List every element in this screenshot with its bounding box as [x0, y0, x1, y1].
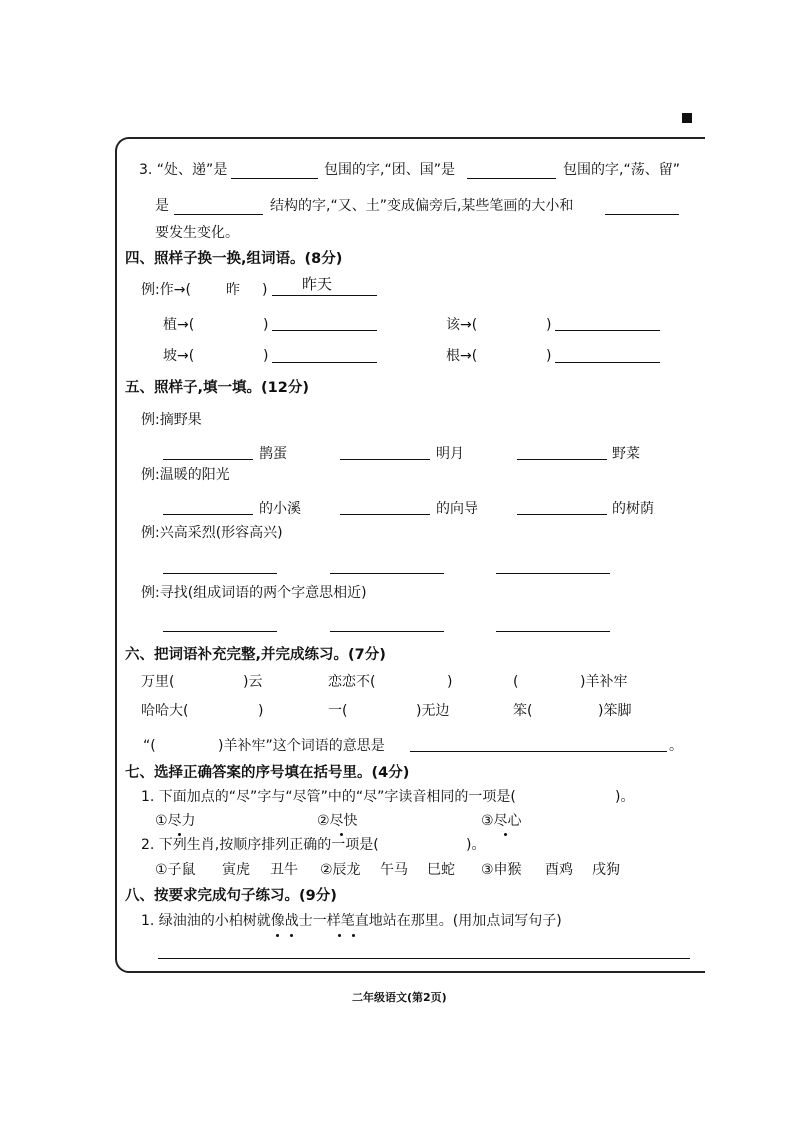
emphasis-dot [352, 934, 355, 937]
s7-q1-end: )。 [615, 789, 635, 805]
q3-text-1a: 3. “处、递”是 [139, 162, 228, 178]
s4-blank-gai[interactable] [555, 330, 660, 331]
s5-blank-6[interactable] [517, 514, 607, 515]
s7-q2-opt-1b: 寅虎 [222, 862, 250, 878]
q3-blank-3[interactable] [174, 214, 263, 215]
s5-word-5: 的向导 [436, 501, 478, 517]
s7-q1: 1. 下面加点的“尽”字与“尽管”中的“尽”字读音相同的一项是( [141, 789, 516, 805]
s5-word-1: 鹊蛋 [259, 446, 287, 462]
s7-q1-opt-1: ①尽力 [155, 813, 196, 829]
s6-r1-b: )云 [243, 674, 263, 690]
s4-example-line [272, 295, 377, 296]
emphasis-dot [290, 934, 293, 937]
s6-r1-e: ( [513, 674, 519, 690]
s6-question-b: )羊补牢”这个词语的意思是 [218, 738, 385, 754]
s5-blank-5[interactable] [340, 514, 430, 515]
s4-item-gai: 该→( [446, 317, 478, 333]
s5-blank-8[interactable] [330, 573, 444, 574]
s4-example-answer: 昨天 [302, 275, 333, 293]
s4-blank-gen[interactable] [555, 362, 660, 363]
q3-blank-4[interactable] [605, 214, 679, 215]
s5-blank-2[interactable] [340, 459, 430, 460]
s4-example-close: ) [262, 282, 268, 298]
s4-item-po: 坡→( [163, 348, 195, 364]
s6-r2-a: 哈哈大( [141, 703, 189, 719]
s4-item-gen: 根→( [446, 348, 478, 364]
section-8-title: 八、按要求完成句子练习。(9分) [125, 888, 337, 904]
s7-q1-opt-2: ②尽快 [317, 813, 358, 829]
emphasis-dot [338, 934, 341, 937]
s7-q2-opt-2b: 午马 [380, 862, 408, 878]
s7-q2-opt-2c: 巳蛇 [427, 862, 455, 878]
s7-q2: 2. 下列生肖,按顺序排列正确的一项是( [141, 837, 379, 853]
s5-blank-1[interactable] [163, 459, 253, 460]
s7-q2-opt-3: ③申猴 [481, 862, 522, 878]
s4-item-gai-close: ) [546, 317, 552, 333]
s7-q2-end: )。 [466, 837, 486, 853]
emphasis-dot [504, 833, 507, 836]
s4-blank-po[interactable] [272, 362, 377, 363]
s4-item-po-close: ) [263, 348, 269, 364]
s5-blank-11[interactable] [330, 631, 444, 632]
section-4-title: 四、照样子换一换,组词语。(8分) [125, 251, 343, 267]
q3-text-3: 要发生变化。 [155, 225, 239, 241]
s6-r2-c: 一( [328, 703, 348, 719]
s7-q2-opt-1c: 丑牛 [270, 862, 298, 878]
s4-item-zhi-close: ) [263, 317, 269, 333]
s4-example-char: 昨 [226, 282, 240, 298]
s4-example-prefix: 例:作→( [141, 282, 191, 298]
s7-q2-opt-1: ①子鼠 [155, 862, 196, 878]
s6-r1-c: 恋恋不( [328, 674, 376, 690]
s5-example-4: 例:寻找(组成词语的两个字意思相近) [141, 585, 367, 601]
s7-q2-opt-2: ②辰龙 [320, 862, 361, 878]
s6-question-a: “( [143, 738, 156, 754]
s5-word-3: 野菜 [612, 446, 640, 462]
corner-marker [682, 113, 692, 123]
s6-r2-b: ) [258, 703, 264, 719]
s6-r1-a: 万里( [141, 674, 175, 690]
s6-r2-f: )笨脚 [598, 703, 632, 719]
s6-meaning-blank[interactable] [410, 751, 667, 752]
s5-blank-10[interactable] [163, 631, 277, 632]
s7-q1-opt-3: ③尽心 [481, 813, 522, 829]
s4-item-zhi: 植→( [163, 317, 195, 333]
s5-blank-3[interactable] [517, 459, 607, 460]
s4-blank-zhi[interactable] [272, 330, 377, 331]
emphasis-dot [276, 934, 279, 937]
s8-q1: 1. 绿油油的小柏树就像战士一样笔直地站在那里。(用加点词写句子) [141, 913, 562, 929]
s5-example-2: 例:温暖的阳光 [141, 467, 230, 483]
s5-word-2: 明月 [436, 446, 464, 462]
s6-r1-d: ) [447, 674, 453, 690]
s6-question-end: 。 [669, 738, 683, 754]
section-6-title: 六、把词语补充完整,并完成练习。(7分) [125, 647, 386, 663]
q3-blank-1[interactable] [231, 178, 318, 179]
q3-blank-2[interactable] [467, 178, 556, 179]
section-7-title: 七、选择正确答案的序号填在括号里。(4分) [125, 765, 410, 781]
s5-blank-12[interactable] [496, 631, 610, 632]
s5-word-6: 的树荫 [612, 501, 654, 517]
q3-text-1c: 包围的字,“荡、留” [563, 162, 680, 178]
q3-text-2b: 结构的字,“又、土”变成偏旁后,某些笔画的大小和 [270, 198, 574, 214]
s7-q2-opt-3b: 酉鸡 [545, 862, 573, 878]
page-footer: 二年级语文(第2页) [352, 991, 447, 1004]
s4-item-gen-close: ) [546, 348, 552, 364]
q3-text-2a: 是 [155, 198, 169, 214]
s5-example-3: 例:兴高采烈(形容高兴) [141, 525, 283, 541]
s6-r2-e: 笨( [513, 703, 533, 719]
s8-answer-blank[interactable] [158, 958, 690, 959]
s5-blank-4[interactable] [163, 514, 253, 515]
s6-r1-f: )羊补牢 [580, 674, 628, 690]
s5-blank-7[interactable] [163, 573, 277, 574]
q3-text-1b: 包围的字,“团、国”是 [324, 162, 455, 178]
s5-blank-9[interactable] [496, 573, 610, 574]
section-5-title: 五、照样子,填一填。(12分) [125, 380, 309, 396]
s5-word-4: 的小溪 [259, 501, 301, 517]
s6-r2-d: )无边 [416, 703, 450, 719]
s7-q2-opt-3c: 戌狗 [592, 862, 620, 878]
s5-example-1: 例:摘野果 [141, 412, 202, 428]
